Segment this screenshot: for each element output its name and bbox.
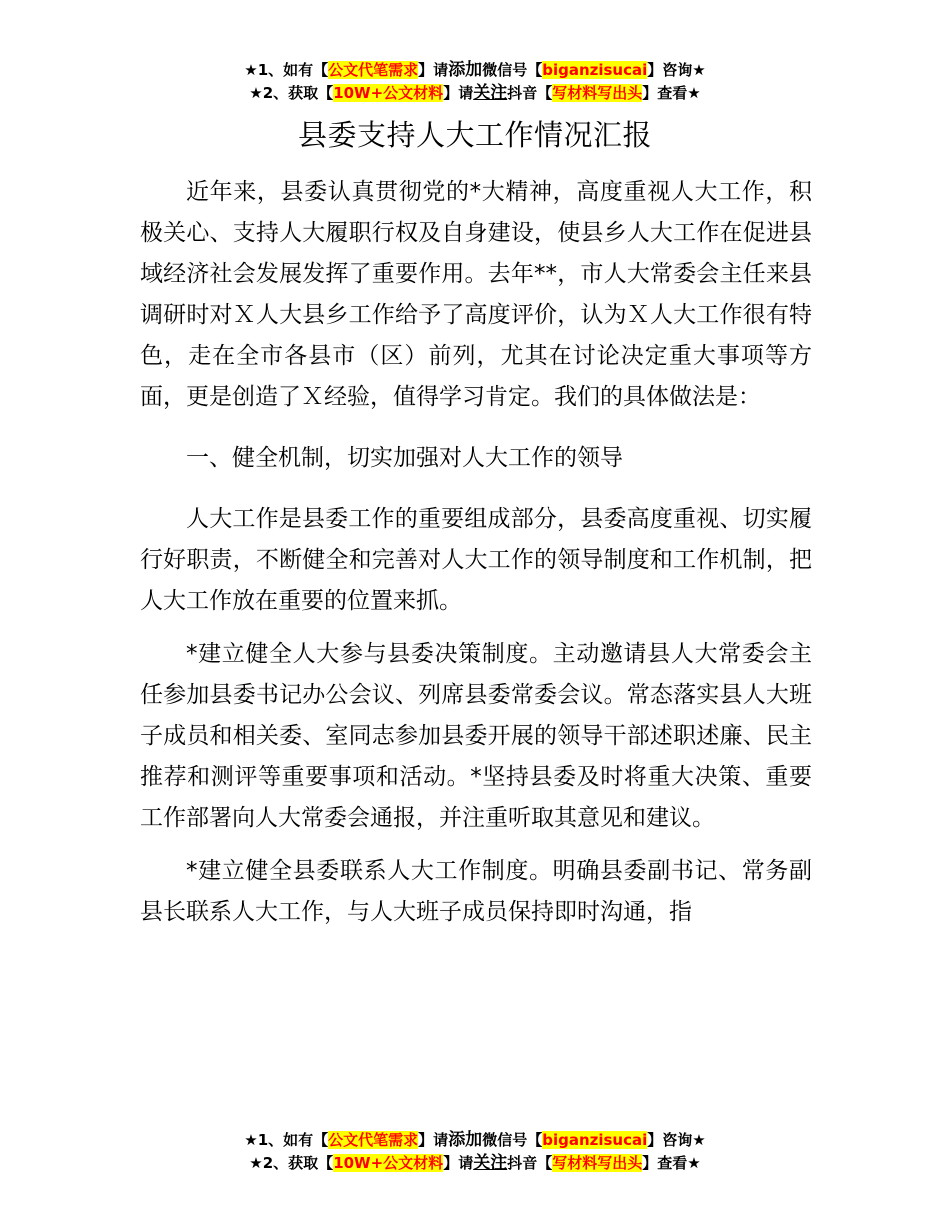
- highlight-materials: 10W+公文材料: [333, 84, 444, 102]
- ad-line-2: ★2、获取【10W+公文材料】请关注抖音【写材料写出头】查看★: [249, 83, 701, 103]
- ad-banner-bottom: [0, 1129, 950, 1175]
- paragraph-section-1: 人大工作是县委工作的重要组成部分，县委高度重视、切实履行好职责，不断健全和完善对人大工作的领导制度和工作机制，把人大工作放在重要的位置来抓。: [140, 506, 812, 614]
- paragraph-liaison-system: *建立健全县委联系人大工作制度。明确县委副书记、常务副县长联系人大工作，与人大班子成员保持即时沟通，指: [140, 858, 812, 925]
- highlight-service: 公文代笔需求: [328, 61, 419, 79]
- section-heading-1: 一、健全机制，切实加强对人大工作的领导: [186, 445, 623, 471]
- ad-banner-top: [0, 59, 950, 105]
- paragraph-intro: 近年来，县委认真贯彻党的*大精神，高度重视人大工作，积极关心、支持人大履职行权及自身建设，使县乡人大工作在促进县域经济社会发展发挥了重要作用。去年**，市人大常委会主任来县调研时对Ｘ人大县乡工作给予了高度评价，认为Ｘ人大工作很有特色，走在全市各县市（区）前列，尤其在讨论决定重大事项等方面，更是创造了Ｘ经验，值得学习肯定。我们的具体做法是：: [140, 179, 812, 410]
- paragraph-decision-system: *建立健全人大参与县委决策制度。主动邀请县人大常委会主任参加县委书记办公会议、列席县委常委会议。常态落实县人大班子成员和相关委、室同志参加县委开展的领导干部述职述廉、民主推荐和测评等重要事项和活动。*坚持县委及时将重大决策、重要工作部署向人大常委会通报，并注重听取其意见和建议。: [140, 641, 812, 831]
- document-body: [140, 172, 812, 933]
- highlight-wechat-id: biganzisucai: [542, 61, 648, 79]
- highlight-service: 公文代笔需求: [328, 1131, 419, 1149]
- highlight-douyin-account: 写材料写出头: [552, 84, 643, 102]
- highlight-douyin-account: 写材料写出头: [552, 1154, 643, 1172]
- highlight-wechat-id: biganzisucai: [542, 1131, 648, 1149]
- ad-line-1: ★1、如有【公文代笔需求】请添加微信号【biganzisucai】咨询★: [244, 60, 706, 80]
- highlight-materials: 10W+公文材料: [333, 1154, 444, 1172]
- document-title: 县委支持人大工作情况汇报: [297, 118, 652, 152]
- ad-line-2: ★2、获取【10W+公文材料】请关注抖音【写材料写出头】查看★: [249, 1153, 701, 1173]
- ad-line-1: ★1、如有【公文代笔需求】请添加微信号【biganzisucai】咨询★: [244, 1130, 706, 1150]
